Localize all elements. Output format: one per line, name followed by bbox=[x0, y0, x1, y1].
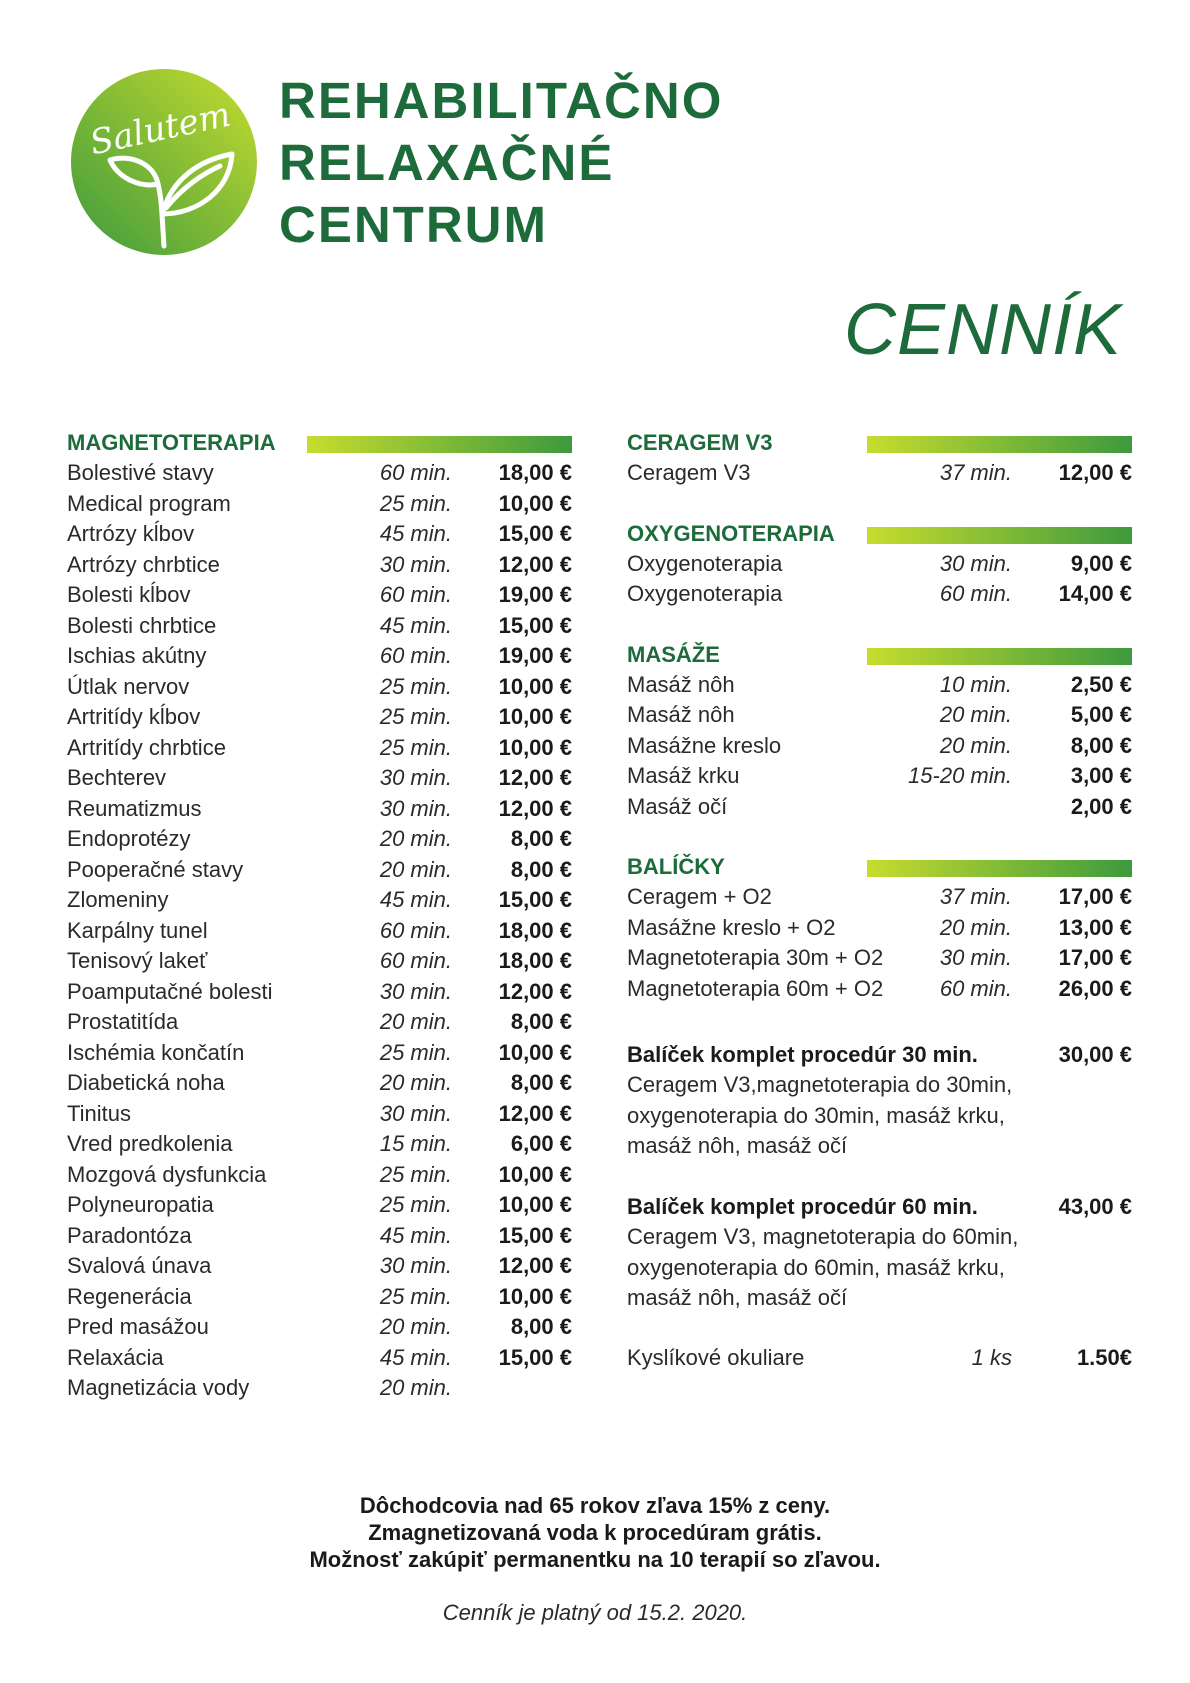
price-row bbox=[67, 550, 572, 581]
item-name: Útlak nervov bbox=[67, 673, 190, 699]
item-duration: 1 ks bbox=[971, 1345, 1012, 1370]
price-row bbox=[67, 824, 572, 855]
item-duration: 45 min. bbox=[379, 1222, 452, 1248]
item-duration: 15-20 min. bbox=[908, 763, 1012, 788]
item-name: Karpálny tunel bbox=[67, 917, 208, 943]
item-duration: 20 min. bbox=[939, 702, 1012, 727]
item-name: Pooperačné stavy bbox=[67, 856, 244, 882]
item-price: 19,00 € bbox=[498, 582, 572, 607]
price-row bbox=[627, 458, 1132, 489]
item-duration: 20 min. bbox=[379, 856, 452, 882]
price-row bbox=[67, 1373, 572, 1404]
package-title: Balíček komplet procedúr 30 min. bbox=[627, 1042, 978, 1067]
item-price: 14,00 € bbox=[1058, 581, 1132, 606]
item-name: Bolesti kĺbov bbox=[67, 582, 191, 607]
section-header bbox=[67, 428, 572, 458]
section-title: MASÁŽE bbox=[627, 641, 720, 667]
item-price: 15,00 € bbox=[498, 521, 572, 546]
item-name: Ischémia končatín bbox=[67, 1039, 245, 1065]
price-row bbox=[67, 763, 572, 794]
item-price: 18,00 € bbox=[498, 948, 572, 973]
package-header bbox=[627, 1191, 1132, 1222]
item-duration: 25 min. bbox=[379, 673, 452, 699]
package-line: Ceragem V3,magnetoterapia do 30min, bbox=[627, 1072, 1013, 1097]
price-row bbox=[67, 1190, 572, 1221]
price-row bbox=[627, 974, 1132, 1005]
item-price: 2,00 € bbox=[1070, 793, 1132, 819]
price-row bbox=[67, 1282, 572, 1313]
section-header bbox=[627, 428, 1132, 458]
package-line: masáž nôh, masáž očí bbox=[627, 1285, 848, 1310]
price-row bbox=[67, 855, 572, 886]
item-name: Magnetoterapia 30m + O2 bbox=[627, 945, 884, 970]
item-price: 15,00 € bbox=[498, 612, 572, 638]
item-duration: 45 min. bbox=[379, 612, 452, 638]
section-oxygenoterapia bbox=[627, 519, 1132, 610]
item-name: Masáž očí bbox=[627, 793, 728, 819]
brand-name bbox=[279, 70, 723, 256]
package-line: oxygenoterapia do 60min, masáž krku, bbox=[627, 1254, 1005, 1280]
item-duration: 45 min. bbox=[379, 887, 452, 912]
item-price: 10,00 € bbox=[498, 673, 572, 699]
price-row bbox=[67, 641, 572, 672]
item-name: Polyneuropatia bbox=[67, 1192, 214, 1217]
item-name: Bechterev bbox=[67, 765, 167, 790]
price-row bbox=[67, 885, 572, 916]
item-name: Reumatizmus bbox=[67, 795, 202, 821]
item-price: 12,00 € bbox=[498, 551, 572, 577]
item-duration: 20 min. bbox=[379, 826, 452, 851]
package-price: 43,00 € bbox=[1058, 1194, 1132, 1219]
item-duration: 30 min. bbox=[379, 795, 452, 821]
item-duration: 25 min. bbox=[379, 1192, 452, 1217]
item-name: Prostatitída bbox=[67, 1009, 179, 1034]
price-row bbox=[67, 977, 572, 1008]
price-row bbox=[627, 792, 1132, 823]
item-duration: 60 min. bbox=[379, 948, 452, 973]
item-duration: 15 min. bbox=[379, 1131, 452, 1156]
item-duration: 25 min. bbox=[379, 1161, 452, 1187]
package-line: masáž nôh, masáž očí bbox=[627, 1133, 848, 1158]
item-price: 12,00 € bbox=[498, 978, 572, 1004]
item-price: 17,00 € bbox=[1058, 945, 1132, 970]
item-price: 10,00 € bbox=[498, 734, 572, 760]
item-name: Artritídy kĺbov bbox=[67, 704, 201, 729]
price-row bbox=[67, 794, 572, 825]
price-row bbox=[627, 913, 1132, 944]
price-row bbox=[67, 611, 572, 642]
item-price: 3,00 € bbox=[1070, 763, 1132, 788]
item-duration: 30 min. bbox=[379, 978, 452, 1004]
brand-line-1: REHABILITAČNO bbox=[279, 72, 724, 129]
package-line: oxygenoterapia do 30min, masáž krku, bbox=[627, 1102, 1005, 1128]
price-list bbox=[67, 458, 572, 1404]
item-price: 2,50 € bbox=[1070, 671, 1132, 697]
section-title: BALÍČKY bbox=[627, 854, 725, 879]
item-name: Oxygenoterapia bbox=[627, 550, 783, 576]
price-row bbox=[67, 489, 572, 520]
item-price: 9,00 € bbox=[1070, 550, 1132, 576]
section-bar bbox=[867, 648, 1132, 665]
price-row bbox=[67, 1038, 572, 1069]
price-list bbox=[627, 549, 1132, 610]
item-name: Ceragem + O2 bbox=[627, 884, 772, 909]
item-price: 8,00 € bbox=[510, 1314, 572, 1339]
item-price: 15,00 € bbox=[498, 1222, 572, 1248]
section-ceragem-v3 bbox=[627, 428, 1132, 489]
item-duration: 45 min. bbox=[379, 521, 452, 546]
section-header bbox=[627, 640, 1132, 670]
right-column bbox=[627, 428, 1132, 1004]
section-bar bbox=[867, 860, 1132, 877]
price-row bbox=[67, 1251, 572, 1282]
item-name: Artrózy kĺbov bbox=[67, 521, 195, 546]
price-row bbox=[67, 672, 572, 703]
item-name: Masáž nôh bbox=[627, 671, 735, 697]
item-price: 8,00 € bbox=[510, 856, 572, 882]
item-price: 15,00 € bbox=[498, 1344, 572, 1370]
item-duration: 60 min. bbox=[939, 975, 1012, 1001]
item-duration: 10 min. bbox=[939, 671, 1012, 697]
section-spacer bbox=[627, 822, 1132, 852]
section-bar bbox=[867, 436, 1132, 453]
item-price: 18,00 € bbox=[498, 460, 572, 485]
section-magnetoterapia bbox=[67, 428, 572, 1404]
item-duration: 25 min. bbox=[379, 704, 452, 729]
item-duration: 25 min. bbox=[379, 1039, 452, 1065]
brand-line-2: RELAXAČNÉ bbox=[279, 134, 615, 191]
item-duration: 20 min. bbox=[379, 1009, 452, 1034]
item-name: Artritídy chrbtice bbox=[67, 734, 226, 760]
price-row bbox=[627, 761, 1132, 792]
item-duration: 37 min. bbox=[939, 460, 1012, 485]
item-name: Medical program bbox=[67, 490, 231, 516]
item-name: Mozgová dysfunkcia bbox=[67, 1161, 267, 1187]
item-price: 15,00 € bbox=[498, 887, 572, 912]
price-row bbox=[67, 1221, 572, 1252]
item-price: 10,00 € bbox=[498, 490, 572, 516]
item-price: 12,00 € bbox=[498, 795, 572, 821]
item-name: Endoprotézy bbox=[67, 826, 191, 851]
item-name: Bolesti chrbtice bbox=[67, 612, 217, 638]
item-duration: 60 min. bbox=[379, 460, 452, 485]
item-price: 8,00 € bbox=[510, 1070, 572, 1095]
item-price: 17,00 € bbox=[1058, 884, 1132, 909]
package-line: Ceragem V3, magnetoterapia do 60min, bbox=[627, 1224, 1019, 1249]
price-list bbox=[627, 882, 1132, 1004]
price-row bbox=[67, 1099, 572, 1130]
item-price: 10,00 € bbox=[498, 1283, 572, 1309]
item-name: Tenisový lakeť bbox=[67, 948, 208, 973]
item-price: 8,00 € bbox=[1070, 732, 1132, 758]
section-title: MAGNETOTERAPIA bbox=[67, 430, 276, 455]
item-price: 1.50€ bbox=[1076, 1345, 1132, 1370]
price-row bbox=[627, 700, 1132, 731]
item-price: 26,00 € bbox=[1058, 975, 1132, 1001]
section-header bbox=[627, 852, 1132, 882]
price-row bbox=[627, 943, 1132, 974]
item-price: 18,00 € bbox=[498, 917, 572, 943]
item-name: Vred predkolenia bbox=[67, 1131, 233, 1156]
item-price: 12,00 € bbox=[1058, 460, 1132, 485]
price-row bbox=[67, 916, 572, 947]
item-name: Paradontóza bbox=[67, 1222, 192, 1248]
item-name: Masáž nôh bbox=[627, 702, 735, 727]
item-duration: 60 min. bbox=[379, 582, 452, 607]
item-duration: 30 min. bbox=[379, 551, 452, 577]
logo-text: Salutem bbox=[86, 94, 234, 164]
price-row bbox=[627, 670, 1132, 701]
item-name: Magnetizácia vody bbox=[67, 1375, 250, 1400]
item-duration: 25 min. bbox=[379, 1283, 452, 1309]
item-duration: 20 min. bbox=[939, 732, 1012, 758]
item-name: Regenerácia bbox=[67, 1283, 192, 1309]
item-price: 8,00 € bbox=[510, 826, 572, 851]
price-row bbox=[67, 1007, 572, 1038]
item-name: Artrózy chrbtice bbox=[67, 551, 220, 577]
item-name: Masáž krku bbox=[627, 763, 740, 788]
item-name: Diabetická noha bbox=[67, 1070, 225, 1095]
item-duration: 20 min. bbox=[379, 1070, 452, 1095]
price-row bbox=[67, 1160, 572, 1191]
item-duration: 25 min. bbox=[379, 490, 452, 516]
section-title: OXYGENOTERAPIA bbox=[627, 520, 835, 546]
package-60 bbox=[627, 1191, 1132, 1314]
price-row bbox=[627, 579, 1132, 610]
item-price: 10,00 € bbox=[498, 1039, 572, 1065]
item-duration: 37 min. bbox=[939, 884, 1012, 909]
brand-line-3: CENTRUM bbox=[279, 196, 548, 253]
item-name: Tinitus bbox=[67, 1100, 131, 1126]
item-price: 19,00 € bbox=[498, 643, 572, 668]
price-list bbox=[627, 670, 1132, 823]
price-row bbox=[627, 1343, 1132, 1374]
extra-item bbox=[627, 1343, 1132, 1374]
price-row bbox=[67, 702, 572, 733]
item-price: 13,00 € bbox=[1058, 914, 1132, 940]
price-row bbox=[627, 882, 1132, 913]
price-row bbox=[67, 733, 572, 764]
item-name: Magnetoterapia 60m + O2 bbox=[627, 975, 884, 1001]
validity-note: Cenník je platný od 15.2. 2020. bbox=[442, 1600, 748, 1625]
price-row bbox=[67, 1343, 572, 1374]
package-header bbox=[627, 1039, 1132, 1070]
item-duration: 20 min. bbox=[379, 1314, 452, 1339]
section-bar bbox=[307, 436, 572, 453]
item-price: 5,00 € bbox=[1070, 702, 1132, 727]
item-duration: 25 min. bbox=[379, 734, 452, 760]
item-name: Ischias akútny bbox=[67, 643, 207, 668]
item-duration: 20 min. bbox=[379, 1375, 452, 1400]
section-bar bbox=[867, 527, 1132, 544]
price-row bbox=[67, 519, 572, 550]
item-name: Pred masážou bbox=[67, 1314, 209, 1339]
item-price: 8,00 € bbox=[510, 1009, 572, 1034]
section-mas-e bbox=[627, 640, 1132, 823]
section-header bbox=[627, 519, 1132, 549]
item-name: Bolestivé stavy bbox=[67, 460, 214, 485]
package-price: 30,00 € bbox=[1058, 1042, 1132, 1067]
item-duration: 60 min. bbox=[379, 917, 452, 943]
item-price: 12,00 € bbox=[498, 765, 572, 790]
price-row bbox=[67, 1068, 572, 1099]
footer bbox=[0, 1492, 1190, 1627]
item-name: Masážne kreslo + O2 bbox=[627, 914, 836, 940]
item-name: Kyslíkové okuliare bbox=[627, 1345, 805, 1370]
price-row bbox=[67, 580, 572, 611]
item-name: Svalová únava bbox=[67, 1253, 212, 1278]
price-row bbox=[67, 1129, 572, 1160]
item-duration: 30 min. bbox=[939, 550, 1012, 576]
item-name: Zlomeniny bbox=[67, 887, 169, 912]
price-list bbox=[627, 458, 1132, 489]
item-price: 10,00 € bbox=[498, 1192, 572, 1217]
package-30 bbox=[627, 1039, 1132, 1162]
section-spacer bbox=[627, 489, 1132, 519]
section-spacer bbox=[627, 610, 1132, 640]
item-name: Ceragem V3 bbox=[627, 460, 751, 485]
item-duration: 20 min. bbox=[939, 914, 1012, 940]
price-row bbox=[627, 731, 1132, 762]
package-title: Balíček komplet procedúr 60 min. bbox=[627, 1194, 978, 1219]
salutem-logo bbox=[70, 68, 258, 256]
item-price: 12,00 € bbox=[498, 1253, 572, 1278]
item-price: 10,00 € bbox=[498, 1161, 572, 1187]
item-price: 6,00 € bbox=[510, 1131, 572, 1156]
item-duration: 30 min. bbox=[379, 765, 452, 790]
item-name: Oxygenoterapia bbox=[627, 581, 783, 606]
item-duration: 30 min. bbox=[379, 1100, 452, 1126]
price-row bbox=[67, 1312, 572, 1343]
page-title: CENNÍK bbox=[843, 290, 1122, 370]
section-title: CERAGEM V3 bbox=[627, 430, 773, 455]
price-row bbox=[67, 946, 572, 977]
price-row bbox=[67, 458, 572, 489]
price-row bbox=[627, 549, 1132, 580]
section-bal-ky bbox=[627, 852, 1132, 1004]
item-duration: 60 min. bbox=[939, 581, 1012, 606]
item-price: 10,00 € bbox=[498, 704, 572, 729]
item-name: Masážne kreslo bbox=[627, 732, 782, 758]
item-name: Relaxácia bbox=[67, 1344, 164, 1370]
footer-line: Dôchodcovia nad 65 rokov zľava 15% z ceny. bbox=[359, 1493, 831, 1518]
footer-line: Možnosť zakúpiť permanentku na 10 terapií so zľavou. bbox=[309, 1547, 881, 1572]
item-duration: 30 min. bbox=[379, 1253, 452, 1278]
footer-line: Zmagnetizovaná voda k procedúram grátis. bbox=[368, 1520, 822, 1545]
item-duration: 45 min. bbox=[379, 1344, 452, 1370]
item-duration: 30 min. bbox=[939, 945, 1012, 970]
item-duration: 60 min. bbox=[379, 643, 452, 668]
item-price: 12,00 € bbox=[498, 1100, 572, 1126]
item-name: Poamputačné bolesti bbox=[67, 978, 273, 1004]
